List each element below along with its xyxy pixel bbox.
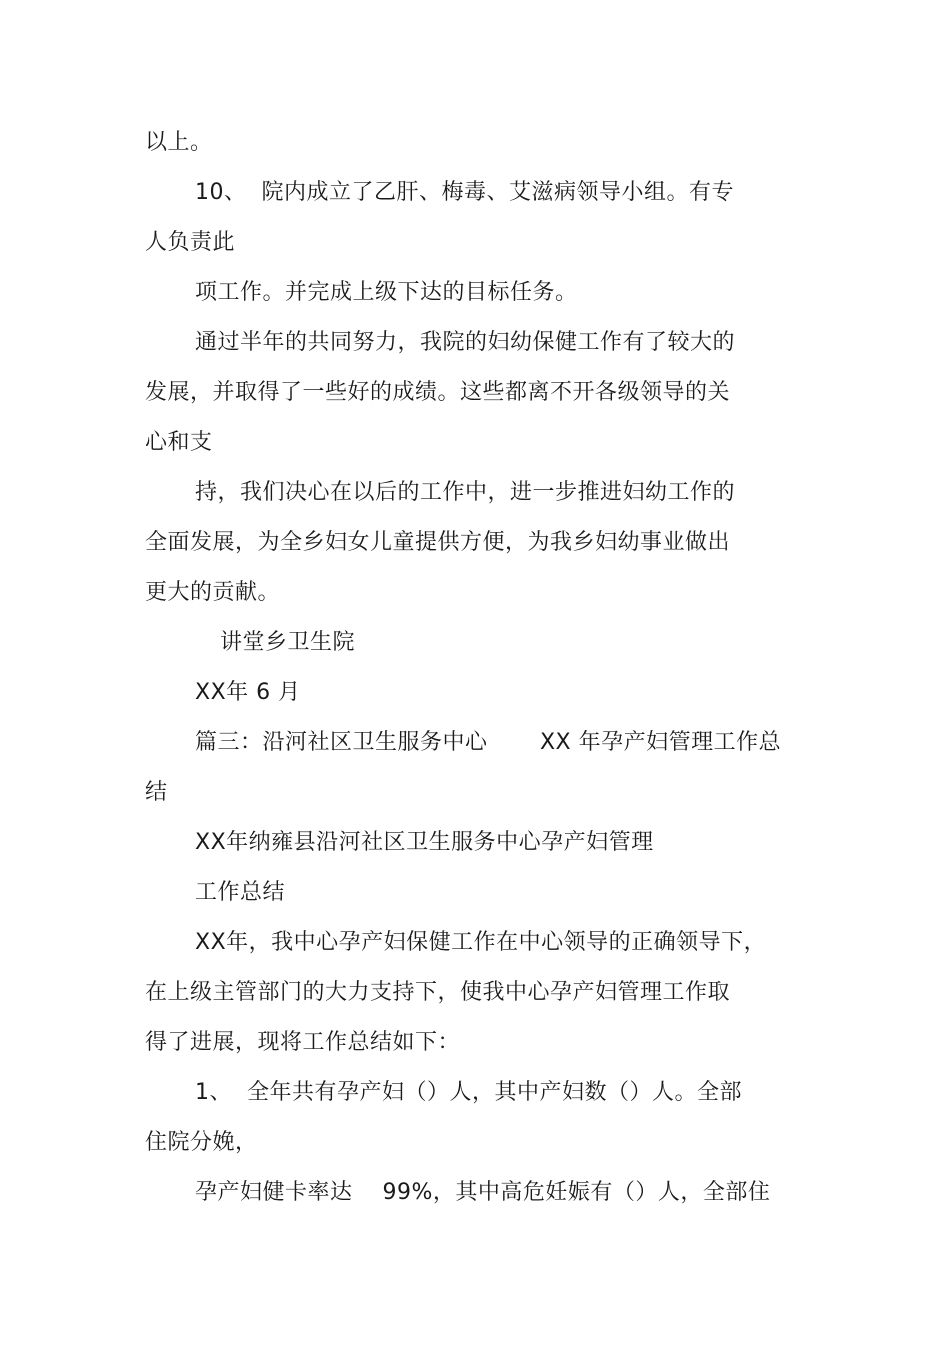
text-line: 发展，并取得了一些好的成绩。这些都离不开各级领导的关 (145, 380, 731, 405)
text-line: 全面发展，为全乡妇女儿童提供方便，为我乡妇幼事业做出 (145, 530, 731, 555)
text-line: 项工作。并完成上级下达的目标任务。 (195, 280, 578, 305)
text-line: 以上。 (145, 130, 213, 155)
document-title-continued: 工作总结 (195, 880, 286, 905)
text-line: 人负责此 (145, 230, 236, 255)
text-line: 在上级主管部门的大力支持下，使我中心孕产妇管理工作取 (145, 980, 731, 1005)
document-title: XX年纳雍县沿河社区卫生服务中心孕产妇管理 (195, 830, 654, 855)
section-heading: 篇三：沿河社区卫生服务中心 XX 年孕产妇管理工作总 (195, 730, 782, 755)
text-line: 持，我们决心在以后的工作中，进一步推进妇幼工作的 (195, 480, 736, 505)
text-line: 1、 全年共有孕产妇（）人，其中产妇数（）人。全部 (195, 1080, 742, 1105)
text-line: 更大的贡献。 (145, 580, 281, 605)
text-line: 得了进展，现将工作总结如下： (145, 1030, 461, 1055)
text-line: 心和支 (145, 430, 213, 455)
section-heading-continued: 结 (145, 780, 168, 805)
text-line: 10、 院内成立了乙肝、梅毒、艾滋病领导小组。有专 (195, 180, 734, 205)
text-line: 通过半年的共同努力，我院的妇幼保健工作有了较大的 (195, 330, 736, 355)
signature-organization: 讲堂乡卫生院 (220, 630, 356, 655)
signature-date: XX年 6 月 (195, 680, 301, 705)
text-line: 住院分娩， (145, 1130, 258, 1155)
text-line: 孕产妇健卡率达 99%，其中高危妊娠有（）人，全部住 (195, 1180, 771, 1205)
text-line: XX年，我中心孕产妇保健工作在中心领导的正确领导下， (195, 930, 767, 955)
